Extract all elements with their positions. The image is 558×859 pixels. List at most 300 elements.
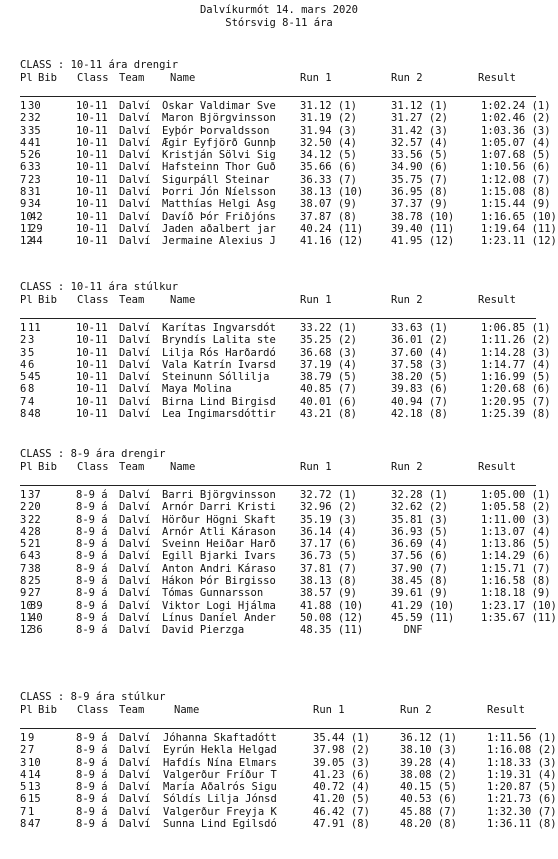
team: Dalví <box>119 210 151 223</box>
class: 8-9 á <box>76 744 108 757</box>
competitor-name: Tómas Gunnarsson <box>162 587 264 600</box>
team: Dalví <box>119 805 151 818</box>
column-header-row <box>20 461 556 474</box>
column-header-pl: Pl <box>20 460 33 473</box>
result-time: 1:02.46 (2) <box>481 112 551 125</box>
run2-time: 37.58 (3) <box>391 358 448 371</box>
competitor-name: Eyrún Hekla Helgad <box>163 744 277 757</box>
class: 8-9 á <box>76 805 108 818</box>
run2-time: 37.90 (7) <box>391 562 448 575</box>
bib: 10 <box>28 756 41 769</box>
result-row <box>20 769 556 781</box>
place: 3 <box>20 346 27 359</box>
result-time: 1:15.71 (7) <box>481 562 551 575</box>
competitor-name: Jermaine Alexius J <box>162 235 276 248</box>
bib: 27 <box>28 587 41 600</box>
results-section <box>20 281 556 420</box>
result-time: 1:16.99 (5) <box>481 371 551 384</box>
team: Dalví <box>119 611 151 624</box>
team: Dalví <box>119 112 151 125</box>
competitor-name: Steinunn Sóllilja <box>162 371 270 384</box>
result-row <box>20 198 556 210</box>
run1-time: 35.25 (2) <box>300 334 357 347</box>
team: Dalví <box>119 358 151 371</box>
class: 8-9 á <box>76 501 108 514</box>
team: Dalví <box>119 322 151 334</box>
competitor-name: Jaden aðalbert jar <box>162 222 276 235</box>
result-time: 1:20.87 (5) <box>487 781 557 794</box>
place: 6 <box>20 161 27 174</box>
run2-time: 39.40 (11) <box>391 222 455 235</box>
result-time: 1:16.58 (8) <box>481 575 551 588</box>
class: 8-9 á <box>76 756 108 769</box>
place: 7 <box>20 173 27 186</box>
column-header-result: Result <box>478 460 516 473</box>
result-time: 1:14.77 (4) <box>481 358 551 371</box>
run2-time: 48.20 (8) <box>400 818 457 831</box>
place: 1 <box>20 322 27 334</box>
class: 8-9 á <box>76 599 108 612</box>
class: 10-11 <box>76 383 108 396</box>
result-time: 1:03.36 (3) <box>481 124 551 137</box>
competitor-name: Þorri Jón Níelsson <box>162 186 276 199</box>
run1-time: 32.50 (4) <box>300 136 357 149</box>
team: Dalví <box>119 768 151 781</box>
bib: 36 <box>30 624 43 637</box>
run1-time: 33.22 (1) <box>300 322 357 334</box>
competitor-name: Hákon Þór Birgisso <box>162 575 276 588</box>
run1-time: 35.19 (3) <box>300 513 357 526</box>
bib: 35 <box>28 124 41 137</box>
run2-time: 34.90 (6) <box>391 161 448 174</box>
class: 10-11 <box>76 186 108 199</box>
competitor-name: Barri Björgvinsson <box>162 489 276 501</box>
bib: 30 <box>28 100 41 112</box>
place: 4 <box>20 358 27 371</box>
bib: 26 <box>28 149 41 162</box>
bib: 32 <box>28 112 41 125</box>
competitor-name: Hafdís Nína Elmars <box>163 756 277 769</box>
class: 10-11 <box>76 173 108 186</box>
bib: 22 <box>28 513 41 526</box>
bib: 6 <box>28 358 35 371</box>
team: Dalví <box>119 538 151 551</box>
bib: 44 <box>30 235 43 248</box>
place: 5 <box>20 371 27 384</box>
run1-time: 41.88 (10) <box>300 599 364 612</box>
competitor-name: Viktor Logi Hjálma <box>162 599 276 612</box>
class-title: CLASS : 8-9 ára drengir <box>20 448 166 460</box>
result-time: 1:12.08 (7) <box>481 173 551 186</box>
column-header-pl: Pl <box>20 703 33 716</box>
run2-time: 31.42 (3) <box>391 124 448 137</box>
column-header-name: Name <box>170 293 196 306</box>
run1-time: 35.66 (6) <box>300 161 357 174</box>
result-row <box>20 137 556 149</box>
result-time: 1:15.08 (8) <box>481 186 551 199</box>
result-time: 1:25.39 (8) <box>481 408 551 421</box>
place: 11 <box>20 611 33 624</box>
place: 1 <box>20 100 27 112</box>
place: 3 <box>20 513 27 526</box>
class: 8-9 á <box>76 538 108 551</box>
run1-time: 36.33 (7) <box>300 173 357 186</box>
result-row <box>20 125 556 137</box>
result-time: 1:13.07 (4) <box>481 525 551 538</box>
result-time: 1:35.67 (11) <box>481 611 557 624</box>
run2-time: 36.93 (5) <box>391 525 448 538</box>
bib: 34 <box>28 198 41 211</box>
result-time: 1:21.73 (6) <box>487 793 557 806</box>
result-row <box>20 612 556 624</box>
place: 5 <box>20 781 27 794</box>
team: Dalví <box>119 149 151 162</box>
column-header-run2: Run 2 <box>391 293 423 306</box>
team: Dalví <box>119 124 151 137</box>
column-header-pl: Pl <box>20 71 33 84</box>
run1-time: 46.42 (7) <box>313 805 370 818</box>
run1-time: 38.13 (10) <box>300 186 364 199</box>
run2-time: 40.15 (5) <box>400 781 457 794</box>
bib: 3 <box>28 334 35 347</box>
result-row <box>20 408 556 420</box>
result-row <box>20 100 556 112</box>
column-header-class: Class <box>77 703 109 716</box>
result-row <box>20 806 556 818</box>
result-time: 1:14.29 (6) <box>481 550 551 563</box>
class: 8-9 á <box>76 624 108 637</box>
bib: 40 <box>30 611 43 624</box>
team: Dalví <box>119 756 151 769</box>
result-row <box>20 396 556 408</box>
run1-time: 40.85 (7) <box>300 383 357 396</box>
run2-time: 38.20 (5) <box>391 371 448 384</box>
column-header-run2: Run 2 <box>391 71 423 84</box>
run2-time: 32.57 (4) <box>391 136 448 149</box>
column-header-run1: Run 1 <box>300 293 332 306</box>
class: 8-9 á <box>76 793 108 806</box>
result-row <box>20 550 556 562</box>
class: 10-11 <box>76 408 108 421</box>
team: Dalví <box>119 173 151 186</box>
result-row <box>20 489 556 501</box>
bib: 15 <box>28 793 41 806</box>
run2-time: 39.28 (4) <box>400 756 457 769</box>
competitor-name: Maron Björgvinsson <box>162 112 276 125</box>
class: 10-11 <box>76 322 108 334</box>
column-header-row <box>20 294 556 307</box>
run1-time: 37.17 (6) <box>300 538 357 551</box>
result-time: 1:05.58 (2) <box>481 501 551 514</box>
class: 10-11 <box>76 100 108 112</box>
result-time: 1:23.17 (10) <box>481 599 557 612</box>
result-time: 1:11.00 (3) <box>481 513 551 526</box>
run1-time: 38.79 (5) <box>300 371 357 384</box>
team: Dalví <box>119 587 151 600</box>
run1-time: 40.24 (11) <box>300 222 364 235</box>
result-row <box>20 383 556 395</box>
competitor-name: Sóldís Lilja Jónsd <box>163 793 277 806</box>
result-time: 1:06.85 (1) <box>481 322 551 334</box>
result-row <box>20 757 556 769</box>
run2-time: 36.12 (1) <box>400 732 457 744</box>
column-header-result: Result <box>478 71 516 84</box>
column-header-result: Result <box>478 293 516 306</box>
result-row <box>20 793 556 805</box>
result-time: 1:32.30 (7) <box>487 805 557 818</box>
column-header-team: Team <box>119 460 145 473</box>
run1-time: 41.16 (12) <box>300 235 364 248</box>
competitor-name: Arnór Darri Kristi <box>162 501 276 514</box>
result-row <box>20 781 556 793</box>
result-row <box>20 732 556 744</box>
team: Dalví <box>119 408 151 421</box>
bib: 11 <box>28 322 41 334</box>
team: Dalví <box>119 395 151 408</box>
result-row <box>20 587 556 599</box>
competitor-name: Lilja Rós Harðardó <box>162 346 276 359</box>
run1-time: 31.12 (1) <box>300 100 357 112</box>
class-title: CLASS : 10-11 ára stúlkur <box>20 281 179 293</box>
run2-time: 37.56 (6) <box>391 550 448 563</box>
class-title: CLASS : 10-11 ára drengir <box>20 59 179 71</box>
column-header-run1: Run 1 <box>313 703 345 716</box>
run1-time: 37.81 (7) <box>300 562 357 575</box>
result-time: 1:20.68 (6) <box>481 383 551 396</box>
class: 8-9 á <box>76 489 108 501</box>
place: 8 <box>20 186 27 199</box>
result-row <box>20 744 556 756</box>
run2-time: 32.62 (2) <box>391 501 448 514</box>
document-title: Dalvíkurmót 14. mars 2020 <box>199 4 359 16</box>
place: 8 <box>20 818 27 831</box>
run2-time: 31.12 (1) <box>391 100 448 112</box>
competitor-name: Lea Ingimarsdóttir <box>162 408 276 421</box>
column-header-name: Name <box>174 703 200 716</box>
bib: 13 <box>28 781 41 794</box>
bib: 23 <box>28 173 41 186</box>
result-row <box>20 334 556 346</box>
run2-time: 35.81 (3) <box>391 513 448 526</box>
run2-time: 36.01 (2) <box>391 334 448 347</box>
column-header-bib: Bib <box>38 293 57 306</box>
competitor-name: Arnór Atli Kárason <box>162 525 276 538</box>
result-time: 1:07.68 (5) <box>481 149 551 162</box>
bib: 9 <box>28 732 35 744</box>
team: Dalví <box>119 732 151 744</box>
team: Dalví <box>119 501 151 514</box>
run1-time: 50.08 (12) <box>300 611 364 624</box>
run2-time: 42.18 (8) <box>391 408 448 421</box>
class: 8-9 á <box>76 562 108 575</box>
bib: 45 <box>28 371 41 384</box>
run2-time: 40.94 (7) <box>391 395 448 408</box>
run2-time: 38.10 (3) <box>400 744 457 757</box>
result-row <box>20 186 556 198</box>
result-time: 1:05.00 (1) <box>481 489 551 501</box>
class: 8-9 á <box>76 550 108 563</box>
run1-time: 37.98 (2) <box>313 744 370 757</box>
run1-time: 37.19 (4) <box>300 358 357 371</box>
run2-time: 35.75 (7) <box>391 173 448 186</box>
result-time: 1:16.65 (10) <box>481 210 557 223</box>
run2-time: 31.27 (2) <box>391 112 448 125</box>
result-time: 1:11.26 (2) <box>481 334 551 347</box>
place: 3 <box>20 756 27 769</box>
bib: 25 <box>28 575 41 588</box>
column-header-class: Class <box>77 71 109 84</box>
competitor-name: María Aðalrós Sigu <box>163 781 277 794</box>
run2-time: 33.63 (1) <box>391 322 448 334</box>
bib: 29 <box>30 222 43 235</box>
competitor-name: Eyþór Þorvaldsson <box>162 124 270 137</box>
team: Dalví <box>119 346 151 359</box>
place: 1 <box>20 732 27 744</box>
class: 8-9 á <box>76 768 108 781</box>
result-row <box>20 112 556 124</box>
place: 4 <box>20 768 27 781</box>
column-header-row <box>20 72 556 85</box>
run1-time: 36.68 (3) <box>300 346 357 359</box>
result-time: 1:10.56 (6) <box>481 161 551 174</box>
column-header-result: Result <box>487 703 525 716</box>
result-time: 1:15.44 (9) <box>481 198 551 211</box>
column-header-bib: Bib <box>38 71 57 84</box>
place: 6 <box>20 793 27 806</box>
class: 10-11 <box>76 371 108 384</box>
result-row <box>20 501 556 513</box>
place: 4 <box>20 136 27 149</box>
competitor-name: Valgerður Freyja K <box>163 805 277 818</box>
run1-time: 35.44 (1) <box>313 732 370 744</box>
class: 10-11 <box>76 161 108 174</box>
result-time: 1:20.95 (7) <box>481 395 551 408</box>
column-header-pl: Pl <box>20 293 33 306</box>
run1-time: 32.96 (2) <box>300 501 357 514</box>
place: 9 <box>20 587 27 600</box>
run2-time: 39.83 (6) <box>391 383 448 396</box>
competitor-name: Sigurpáll Steinar <box>162 173 270 186</box>
result-row <box>20 526 556 538</box>
column-header-class: Class <box>77 460 109 473</box>
result-time: 1:18.33 (3) <box>487 756 557 769</box>
run2-time: 36.95 (8) <box>391 186 448 199</box>
result-row <box>20 818 556 830</box>
place: 6 <box>20 550 27 563</box>
class: 8-9 á <box>76 525 108 538</box>
bib: 39 <box>30 599 43 612</box>
run2-time: 38.78 (10) <box>391 210 455 223</box>
place: 10 <box>20 599 33 612</box>
class: 10-11 <box>76 136 108 149</box>
class: 10-11 <box>76 210 108 223</box>
bib: 33 <box>28 161 41 174</box>
place: 8 <box>20 408 27 421</box>
column-header-run2: Run 2 <box>391 460 423 473</box>
result-row <box>20 235 556 247</box>
result-row <box>20 575 556 587</box>
competitor-name: Bryndís Lalita ste <box>162 334 276 347</box>
run1-time: 43.21 (8) <box>300 408 357 421</box>
team: Dalví <box>119 744 151 757</box>
team: Dalví <box>119 371 151 384</box>
team: Dalví <box>119 525 151 538</box>
column-header-bib: Bib <box>38 460 57 473</box>
team: Dalví <box>119 186 151 199</box>
place: 12 <box>20 624 33 637</box>
class: 10-11 <box>76 358 108 371</box>
place: 2 <box>20 501 27 514</box>
result-time: 1:36.11 (8) <box>487 818 557 831</box>
run1-time: 36.14 (4) <box>300 525 357 538</box>
result-time: 1:05.07 (4) <box>481 136 551 149</box>
document-subtitle: Stórsvig 8-11 ára <box>225 17 333 29</box>
team: Dalví <box>119 624 151 637</box>
competitor-name: Birna Lind Birgisd <box>162 395 276 408</box>
result-time: 1:23.11 (12) <box>481 235 557 248</box>
results-section <box>20 448 556 637</box>
bib: 28 <box>28 525 41 538</box>
place: 7 <box>20 805 27 818</box>
place: 4 <box>20 525 27 538</box>
place: 6 <box>20 383 27 396</box>
place: 5 <box>20 149 27 162</box>
bib: 20 <box>28 501 41 514</box>
competitor-name: Anton Andri Káraso <box>162 562 276 575</box>
column-header-team: Team <box>119 71 145 84</box>
results-section <box>20 59 556 248</box>
result-time: 1:16.08 (2) <box>487 744 557 757</box>
team: Dalví <box>119 235 151 248</box>
run2-time: 38.08 (2) <box>400 768 457 781</box>
class: 10-11 <box>76 346 108 359</box>
run1-time: 31.94 (3) <box>300 124 357 137</box>
bib: 37 <box>28 489 41 501</box>
column-header-class: Class <box>77 293 109 306</box>
place: 8 <box>20 575 27 588</box>
run1-time: 34.12 (5) <box>300 149 357 162</box>
bib: 41 <box>28 136 41 149</box>
team: Dalví <box>119 161 151 174</box>
column-header-run1: Run 1 <box>300 460 332 473</box>
result-row <box>20 538 556 550</box>
bib: 7 <box>28 744 35 757</box>
place: 2 <box>20 744 27 757</box>
run2-time: 37.37 (9) <box>391 198 448 211</box>
competitor-name: Hafsteinn Thor Guð <box>162 161 276 174</box>
run2-time: 32.28 (1) <box>391 489 448 501</box>
bib: 14 <box>28 768 41 781</box>
header-divider <box>20 318 536 319</box>
team: Dalví <box>119 100 151 112</box>
run2-time: 41.95 (12) <box>391 235 455 248</box>
competitor-name: Sunna Lind Egilsdó <box>163 818 277 831</box>
run2-time: 40.53 (6) <box>400 793 457 806</box>
run2-time: 37.60 (4) <box>391 346 448 359</box>
class: 8-9 á <box>76 611 108 624</box>
class: 10-11 <box>76 222 108 235</box>
place: 3 <box>20 124 27 137</box>
competitor-name: Kristján Sölvi Sig <box>162 149 276 162</box>
competitor-name: Karítas Ingvarsdót <box>162 322 276 334</box>
competitor-name: Óskar Valdimar Sve <box>162 100 276 112</box>
team: Dalví <box>119 793 151 806</box>
class: 10-11 <box>76 112 108 125</box>
bib: 38 <box>28 562 41 575</box>
column-header-team: Team <box>119 703 145 716</box>
class: 10-11 <box>76 149 108 162</box>
run1-time: 38.57 (9) <box>300 587 357 600</box>
